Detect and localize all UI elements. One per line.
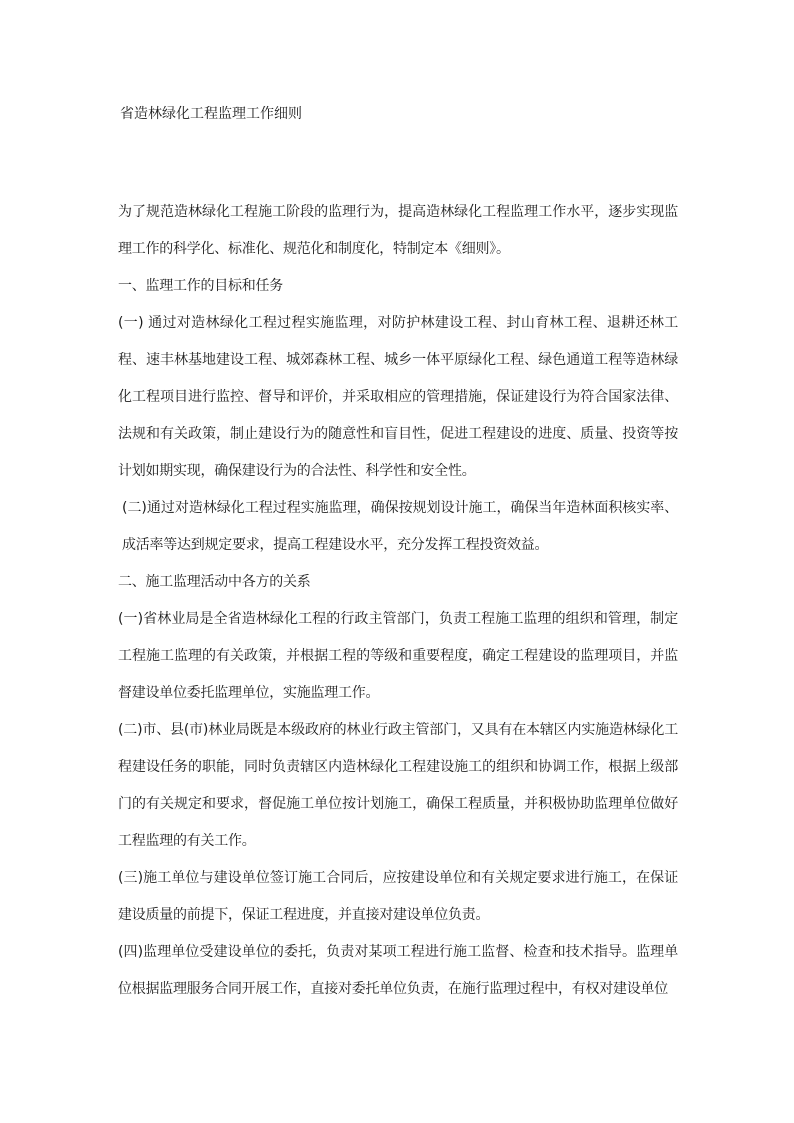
paragraph-2-3: (三)施工单位与建设单位签订施工合同后，应按建设单位和有关规定要求进行施工，在保证建设质量的前提下，保证工程进度，并直接对建设单位负责。: [118, 870, 678, 923]
document-title: 省造林绿化工程监理工作细则: [120, 106, 302, 122]
paragraph-2-4: (四)监理单位受建设单位的委托，负责对某项工程进行施工监督、检查和技术指导。监理单位根据监理服务合同开展工作，直接对委托单位负责，在施行监理过程中，有权对建设单位: [118, 944, 678, 997]
paragraph-intro: 为了规范造林绿化工程施工阶段的监理行为，提高造林绿化工程监理工作水平，逐步实现监理工作的科学化、标准化、规范化和制度化，特制定本《细则》。: [118, 204, 678, 257]
paragraph-2-1: (一)省林业局是全省造林绿化工程的行政主管部门，负责工程施工监理的组织和管理，制定工程施工监理的有关政策，并根据工程的等级和重要程度，确定工程建设的监理项目，并监督建设单位委托监理单位，实施监理工作。: [118, 611, 678, 701]
paragraph-1-2: (二)通过对造林绿化工程过程实施监理，确保按规划设计施工，确保当年造林面积核实率、成活率等达到规定要求，提高工程建设水平，充分发挥工程投资效益。: [122, 500, 678, 553]
paragraph-2-2: (二)市、县(市)林业局既是本级政府的林业行政主管部门，又具有在本辖区内实施造林绿化工程建设任务的职能，同时负责辖区内造林绿化工程建设施工的组织和协调工作，根据上级部门的有关规定和要求，督促施工单位按计划施工，确保工程质量，并积极协助监理单位做好工程监理的有关工作。: [118, 722, 678, 849]
section-heading-2: 二、施工监理活动中各方的关系: [118, 574, 311, 590]
document-body: [118, 194, 678, 1008]
paragraph-1-1: (一) 通过对造林绿化工程过程实施监理，对防护林建设工程、封山育林工程、退耕还林工程、速丰林基地建设工程、城郊森林工程、城乡一体平原绿化工程、绿色通道工程等造林绿化工程项目进行监控、督导和评价，并采取相应的管理措施，保证建设行为符合国家法律、法规和有关政策，制止建设行为的随意性和盲目性，促进工程建设的进度、质量、投资等按计划如期实现，确保建设行为的合法性、科学性和安全性。: [118, 315, 678, 479]
section-heading-1: 一、监理工作的目标和任务: [118, 278, 283, 294]
